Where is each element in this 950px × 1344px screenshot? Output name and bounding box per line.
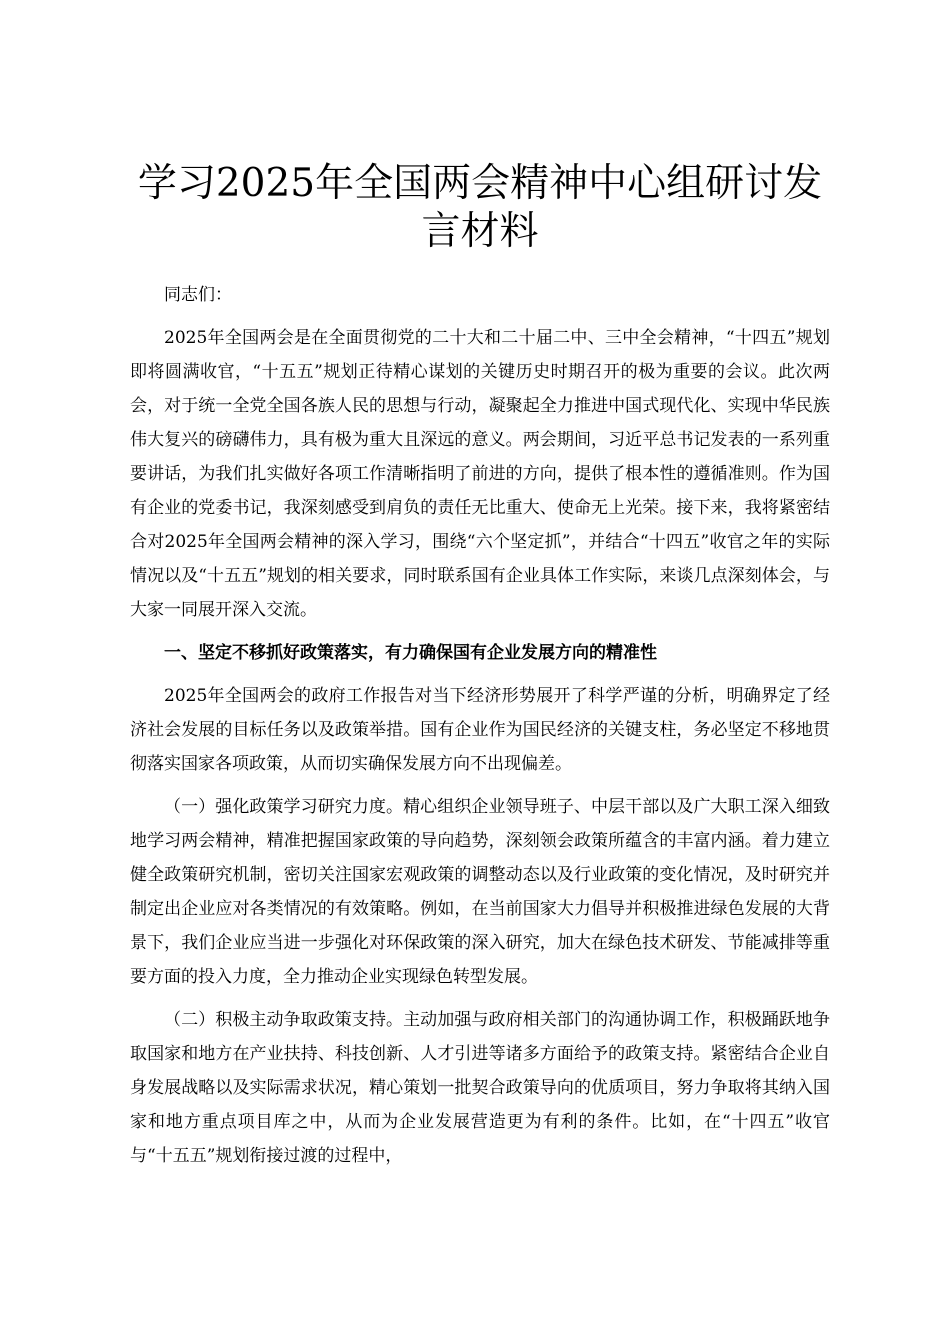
opening-paragraph: 2025年全国两会是在全面贯彻党的二十大和二十届二中、三中全会精神，“十四五”规划即将圆满收官，“十五五”规划正待精心谋划的关键历史时期召开的极为重要的会议。此次两会，对于统一全党全国各族人民的思想与行动，凝聚起全力推进中国式现代化、实现中华民族伟大复兴的磅礴伟力，具有极为重大且深远的意义。两会期间，习近平总书记发表的一系列重要讲话，为我们扎实做好各项工作清晰指明了前进的方向，提供了根本性的遵循准则。作为国有企业的党委书记，我深刻感受到肩负的责任无比重大、使命无上光荣。接下来，我将紧密结合对2025年全国两会精神的深入学习，围绕“六个坚定抓”，并结合“十四五”收官之年的实际情况以及“十五五”规划的相关要求，同时联系国有企业具体工作实际，来谈几点深刻体会，与大家一同展开深入交流。 [130,328,830,620]
section-1-item-2-paragraph: （二）积极主动争取政策支持。主动加强与政府相关部门的沟通协调工作，积极踊跃地争取国家和地方在产业扶持、科技创新、人才引进等诸多方面给予的政策支持。紧密结合企业自身发展战略以及实际需求状况，精心策划一批契合政策导向的优质项目，努力争取将其纳入国家和地方重点项目库之中，从而为企业发展营造更为有利的条件。比如，在“十四五”收官与“十五五”规划衔接过渡的过程中， [130,1010,830,1166]
section-heading-1: 一、坚定不移抓好政策落实，有力确保国有企业发展方向的精准性 [164,643,657,663]
document-body [130,160,830,1173]
document-title: 学习2025年全国两会精神中心组研讨发言材料 [137,161,823,254]
salutation: 同志们： [164,285,232,305]
section-1-item-1-paragraph: （一）强化政策学习研究力度。精心组织企业领导班子、中层干部以及广大职工深入细致地学习两会精神，精准把握国家政策的导向趋势，深刻领会政策所蕴含的丰富内涵。着力建立健全政策研究机制，密切关注国家宏观政策的调整动态以及行业政策的变化情况，及时研究并制定出企业应对各类情况的有效策略。例如，在当前国家大力倡导并积极推进绿色发展的大背景下，我们企业应当进一步强化对环保政策的深入研究，加大在绿色技术研发、节能减排等重要方面的投入力度，全力推动企业实现绿色转型发展。 [130,797,830,987]
section-1-intro-paragraph: 2025年全国两会的政府工作报告对当下经济形势展开了科学严谨的分析，明确界定了经济社会发展的目标任务以及政策举措。国有企业作为国民经济的关键支柱，务必坚定不移地贯彻落实国家各项政策，从而切实确保发展方向不出现偏差。 [130,686,830,774]
